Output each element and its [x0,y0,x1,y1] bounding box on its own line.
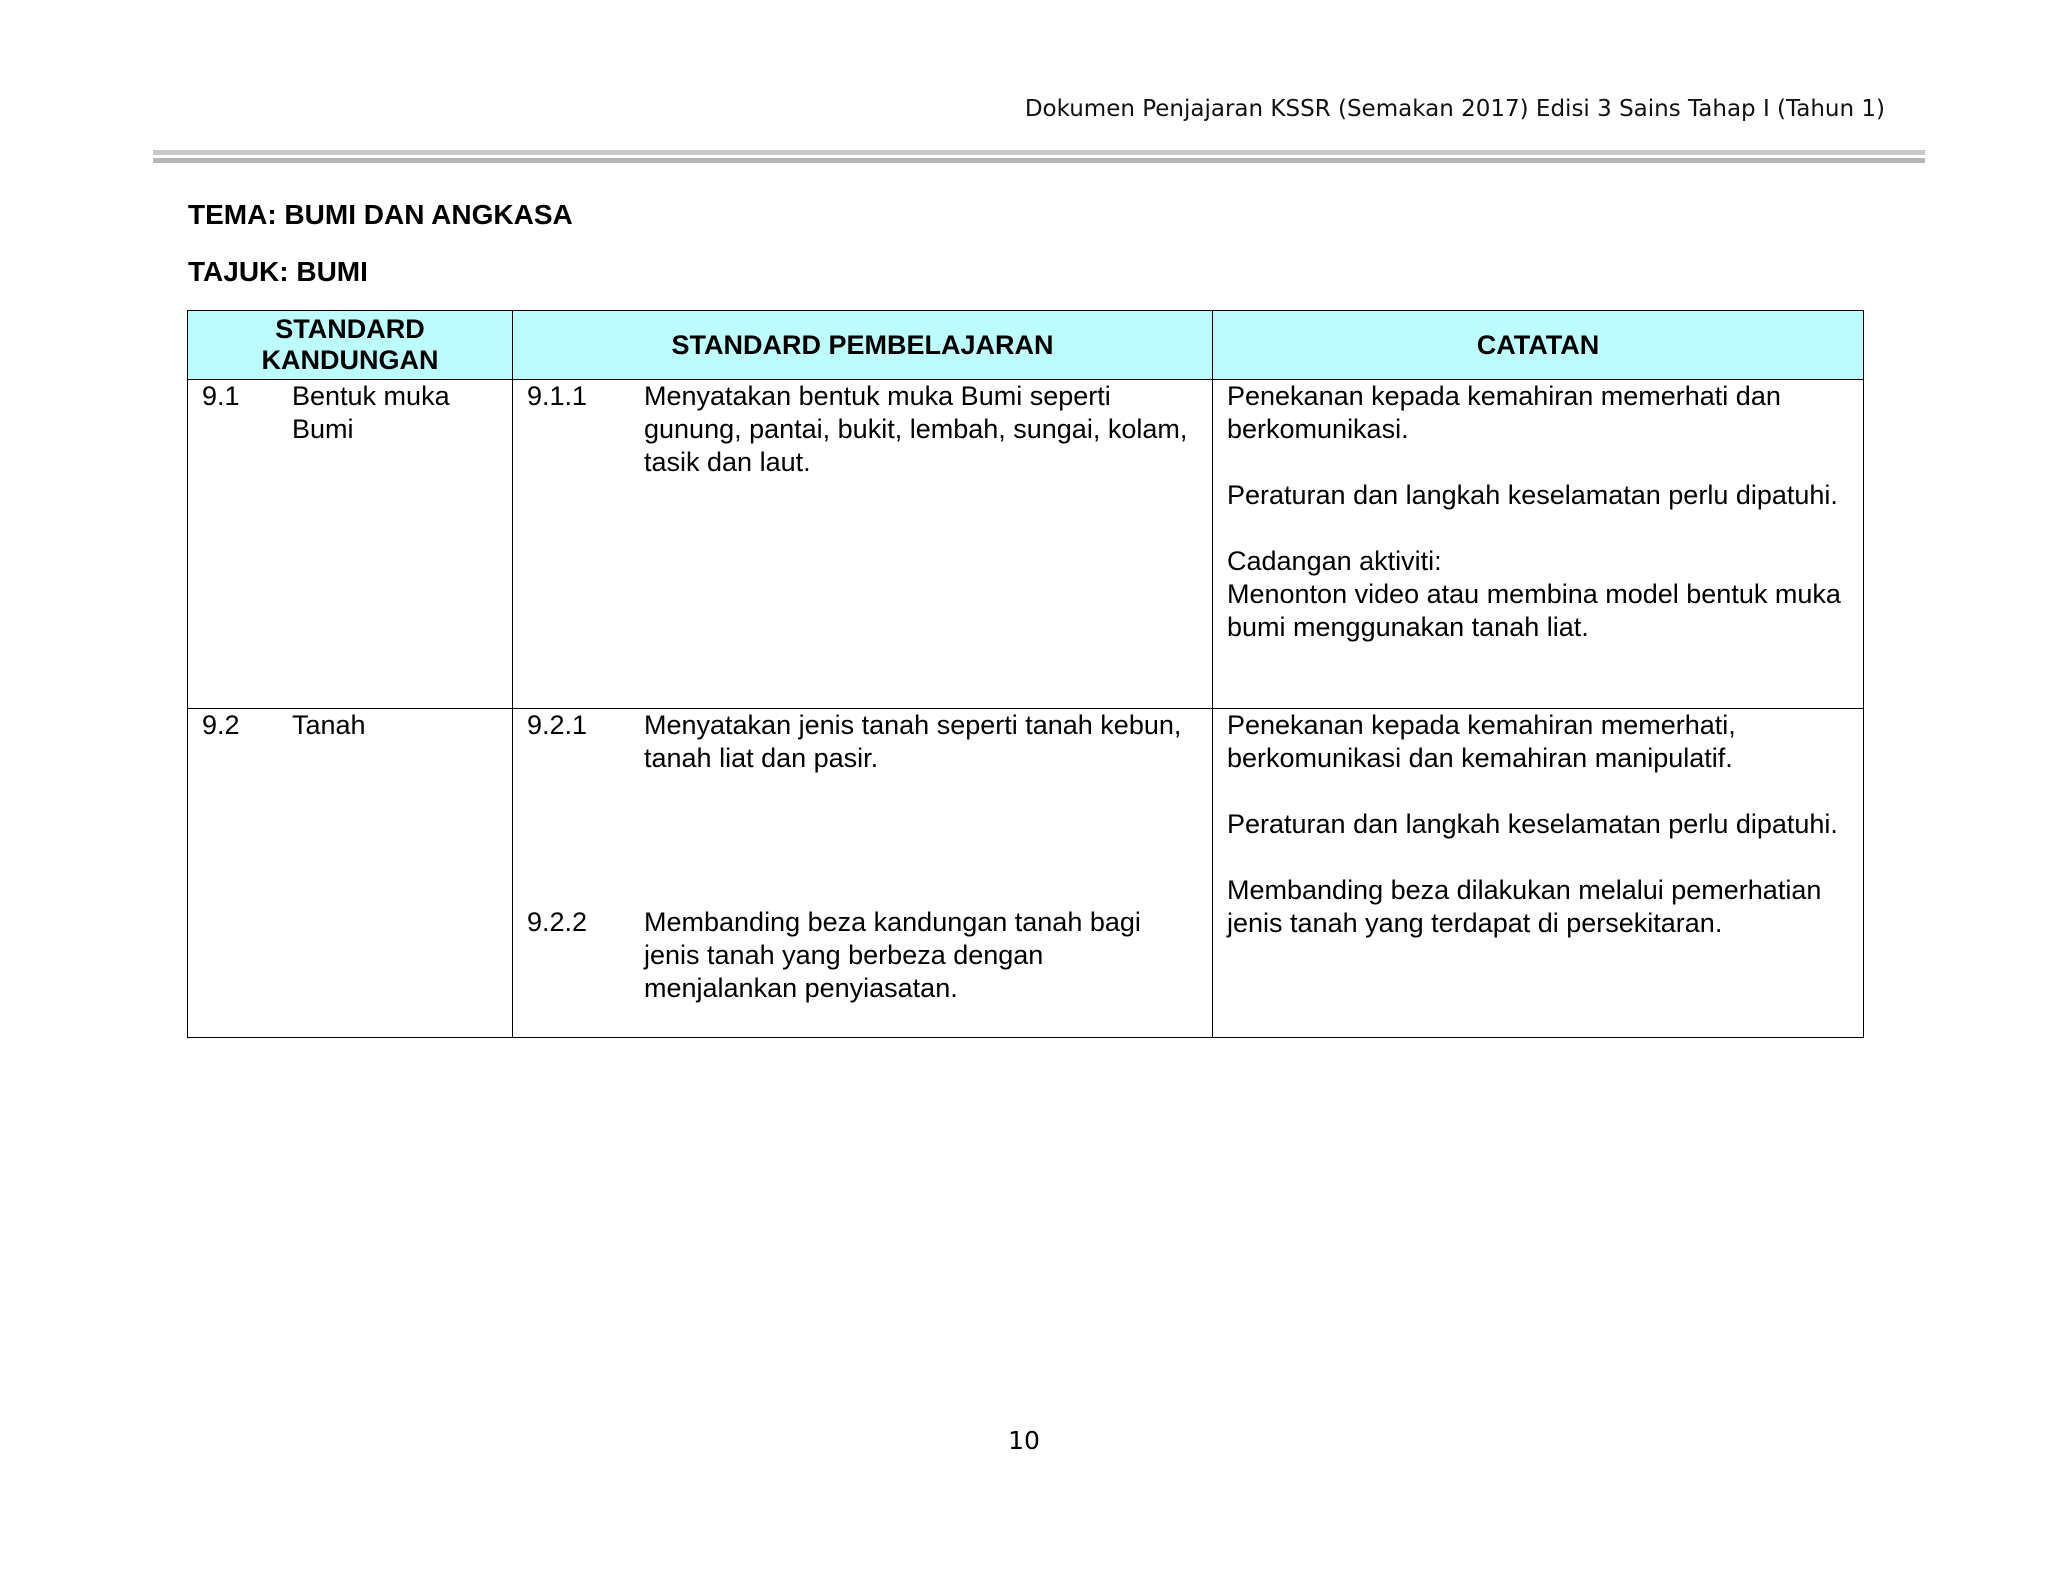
running-header: Dokumen Penjajaran KSSR (Semakan 2017) Edisi 3 Sains Tahap I (Tahun 1) [1024,96,1885,122]
standard-pembelajaran-number: 9.2.1 [527,710,588,740]
standard-pembelajaran-number: 9.2.2 [527,907,588,937]
standard-pembelajaran-number: 9.1.1 [527,381,588,411]
standard-kandungan-label: Tanah [292,710,366,740]
standard-pembelajaran-text: Menyatakan bentuk muka Bumi seperti gunung, pantai, bukit, lembah, sungai, kolam, tasik dan laut. [644,381,1188,477]
catatan-note: Peraturan dan langkah keselamatan perlu dipatuhi. [1227,480,1838,510]
standard-kandungan-cell [188,380,513,709]
header-rule [153,150,1925,155]
standard-pembelajaran-cell [513,380,1213,709]
table-row [188,709,1864,1038]
standard-pembelajaran-text: Menyatakan jenis tanah seperti tanah kebun, tanah liat dan pasir. [644,710,1182,773]
catatan-note: Menonton video atau membina model bentuk muka bumi menggunakan tanah liat. [1227,579,1841,642]
table-header-row [188,311,1864,380]
standard-kandungan-label: Bentuk muka Bumi [292,381,450,444]
header-rule-shadow [153,158,1925,163]
catatan-note: Membanding beza dilakukan melalui pemerhatian jenis tanah yang terdapat di persekitaran. [1227,875,1822,938]
catatan-note: Cadangan aktiviti: [1227,546,1442,576]
column-header-standard-kandungan: STANDARD KANDUNGAN [188,311,513,380]
catatan-cell [1213,380,1864,709]
standard-kandungan-cell [188,709,513,1038]
standard-pembelajaran-text: Membanding beza kandungan tanah bagi jenis tanah yang berbeza dengan menjalankan penyiasatan. [644,907,1141,1003]
catatan-cell [1213,709,1864,1038]
theme-heading: TEMA: BUMI DAN ANGKASA [188,199,573,230]
page-number: 10 [1008,1426,1040,1455]
catatan-note: Penekanan kepada kemahiran memerhati dan berkomunikasi. [1227,381,1781,444]
column-header-standard-pembelajaran: STANDARD PEMBELAJARAN [513,311,1213,380]
standard-kandungan-number: 9.2 [202,710,240,740]
catatan-note: Penekanan kepada kemahiran memerhati, berkomunikasi dan kemahiran manipulatif. [1227,710,1736,773]
catatan-note: Peraturan dan langkah keselamatan perlu dipatuhi. [1227,809,1838,839]
standard-pembelajaran-cell [513,709,1213,1038]
standards-table [187,310,1864,1038]
topic-heading: TAJUK: BUMI [188,256,368,287]
table-row [188,380,1864,709]
standard-kandungan-number: 9.1 [202,381,240,411]
column-header-catatan: CATATAN [1213,311,1864,380]
